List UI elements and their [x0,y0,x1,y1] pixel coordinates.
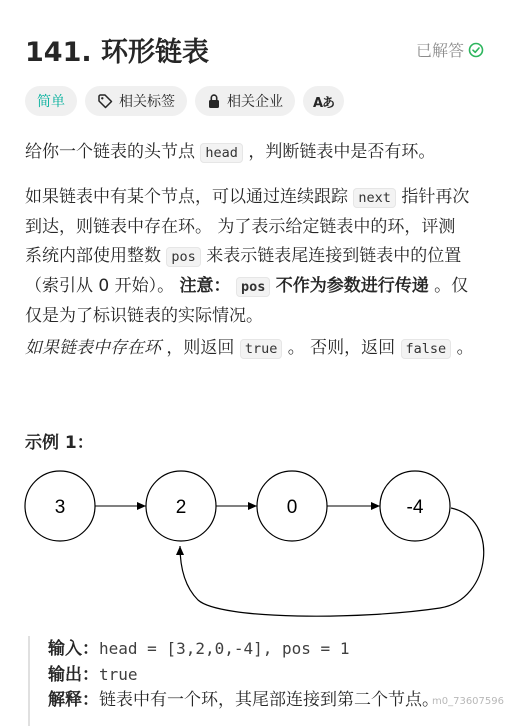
example-block [28,636,498,726]
p2-line-4 [25,272,485,302]
note-bold-text: 不作为参数进行传递 [275,276,429,296]
text: （索引从 0 开始）。 [25,276,175,296]
code-pos: pos [166,247,200,267]
text: 来表示链表尾连接到链表中的位置 [206,246,462,266]
code-true: true [240,339,283,359]
input-value: head = [3,2,0,-4], pos = 1 [99,639,350,658]
tag-icon [97,93,113,109]
related-tags-label: 相关标签 [119,94,175,110]
italic-text: 如果链表中存在环 [25,338,161,358]
code-false: false [401,339,452,359]
text: 。 [456,338,474,358]
example-output [48,662,498,688]
text: ，判断链表中是否有环。 [248,142,436,162]
translate-icon: Aあ [313,95,335,111]
related-companies-label: 相关企业 [227,94,283,110]
tag-bar [25,86,344,116]
text: 给你一个链表的头节点 [25,142,195,162]
p2-line-3 [25,242,485,272]
check-circle-icon [468,42,484,58]
output-label: 输出： [48,665,99,685]
solved-status [416,38,484,61]
text: ，则返回 [166,338,235,358]
text: 系统内部使用整数 [25,246,161,266]
code-head: head [200,143,243,163]
node-value: -4 [406,497,424,518]
example-explanation [48,688,498,713]
note-label: 注意： [179,276,231,296]
difficulty-label: 简单 [37,94,65,110]
translate-button[interactable] [303,86,344,116]
node-value: 3 [54,497,66,518]
problem-title: 141. 环形链表 [25,37,210,68]
description-paragraph-1 [25,138,485,168]
lock-icon [207,93,221,109]
code-next: next [353,188,396,208]
code-pos-bold: pos [236,277,270,297]
text: 指针再次 [401,187,470,207]
text: 。 否则，返回 [287,338,396,358]
example-title: 示例 1： [25,433,94,453]
example-input [48,636,498,662]
p2-line-2: 到达，则链表中存在环。 为了表示给定链表中的环，评测 [25,217,456,237]
linked-list-diagram [0,460,506,635]
text: 。仅 [434,276,469,296]
difficulty-tag[interactable] [25,86,77,116]
explain-value: 链表中有一个环，其尾部连接到第二个节点。 [99,690,439,710]
related-tags-button[interactable] [85,86,187,116]
input-label: 输入： [48,639,99,659]
explain-label: 解释： [48,690,99,710]
watermark: m0_73607596 [431,696,504,707]
description-paragraph-3 [25,334,485,364]
p2-line-1 [25,183,485,213]
p2-line-5: 仅是为了标识链表的实际情况。 [25,306,263,326]
related-companies-button[interactable] [195,86,295,116]
description-paragraph-2 [25,183,485,331]
node-value: 0 [286,497,298,518]
output-value: true [99,665,138,684]
node-value: 2 [175,497,187,518]
solved-status-label: 已解答 [415,41,464,60]
text: 如果链表中有某个节点，可以通过连续跟踪 [25,187,348,207]
